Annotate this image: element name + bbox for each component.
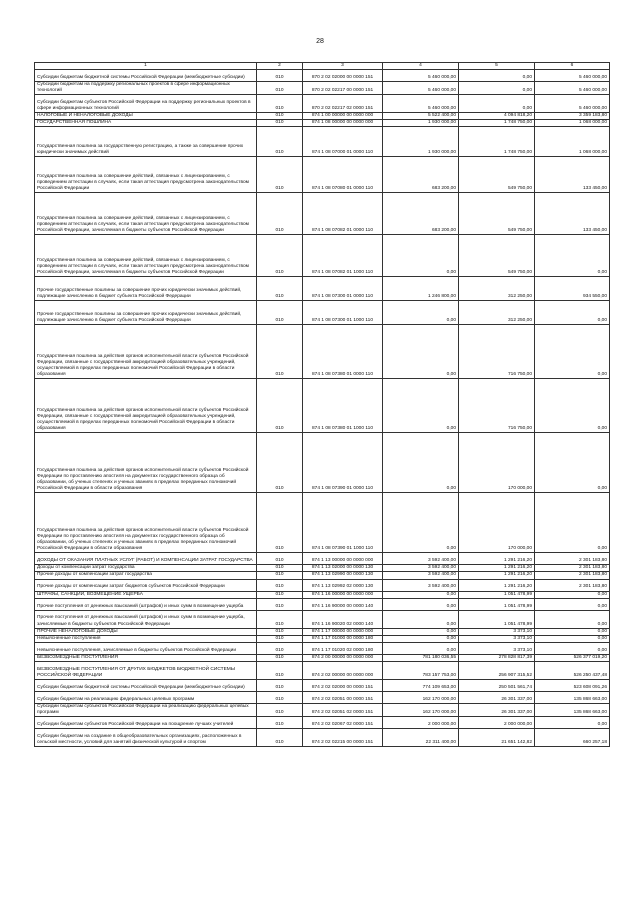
table-row — [35, 157, 610, 193]
row-code: 010 — [257, 553, 303, 565]
row-description: Субсидии бюджетам бюджетной системы Российской Федерации (межбюджетные субсидии) — [35, 679, 257, 691]
table-row — [35, 572, 610, 579]
row-remaining-amount: 0,00 — [535, 591, 610, 598]
table-row — [35, 565, 610, 572]
row-executed-amount: 26 301 337,00 — [459, 703, 535, 716]
row-remaining-amount: 5 460 000,00 — [535, 70, 610, 82]
row-executed-amount: 1 291 216,20 — [459, 553, 535, 565]
row-code: 010 — [257, 277, 303, 301]
row-classification-code: 874 1 08 07000 01 0000 110 — [303, 127, 383, 157]
row-classification-code: 874 2 02 02215 00 0000 151 — [303, 729, 383, 747]
row-classification-code: 870 2 02 02217 00 0000 151 — [303, 82, 383, 95]
row-approved-amount: 22 311 400,00 — [383, 729, 459, 747]
row-classification-code: 874 1 08 07390 01 0000 110 — [303, 433, 383, 493]
row-description: БЕЗВОЗМЕЗДНЫЕ ПОСТУПЛЕНИЯ — [35, 654, 257, 661]
budget-table — [34, 62, 610, 747]
row-remaining-amount: 0,00 — [535, 635, 610, 642]
row-code: 010 — [257, 325, 303, 379]
row-description: Невыясненные поступления, зачисляемые в бюджеты субъектов Российской Федерации — [35, 642, 257, 654]
row-classification-code: 870 2 02 02217 02 0000 151 — [303, 95, 383, 113]
row-code: 010 — [257, 729, 303, 747]
row-remaining-amount: 0,00 — [535, 325, 610, 379]
row-executed-amount: 312 250,00 — [459, 301, 535, 325]
row-code: 010 — [257, 579, 303, 591]
row-executed-amount: 1 748 750,00 — [459, 127, 535, 157]
row-description: Субсидии бюджетам субъектов Российской Федерации на поддержку региональных проектов в сфере информационных технологий — [35, 95, 257, 113]
row-classification-code: 870 2 02 02000 00 0000 151 — [303, 70, 383, 82]
column-header-1: 1 — [35, 63, 257, 70]
row-code: 010 — [257, 235, 303, 277]
row-remaining-amount: 0,00 — [535, 433, 610, 493]
table-row — [35, 598, 610, 610]
row-approved-amount: 3 592 400,00 — [383, 553, 459, 565]
row-code: 010 — [257, 95, 303, 113]
row-classification-code: 874 1 08 07380 01 1000 110 — [303, 379, 383, 433]
row-approved-amount: 1 930 000,00 — [383, 127, 459, 157]
row-description: Доходы от компенсации затрат государства — [35, 565, 257, 572]
row-code: 010 — [257, 379, 303, 433]
row-description: Прочие государственные пошлины за совершение прочих юридически значимых действий, подлежащие зачислению в бюджет субъекта Российской Федерации — [35, 301, 257, 325]
row-remaining-amount: 0,00 — [535, 642, 610, 654]
table-row — [35, 82, 610, 95]
row-remaining-amount: 5 460 000,00 — [535, 95, 610, 113]
row-code: 010 — [257, 493, 303, 553]
row-approved-amount: 0,00 — [383, 598, 459, 610]
row-description: Государственная пошлина за совершение действий, связанных с лицензированием, с проведением аттестации в случаях, если такая аттестация предусмотрена законодательством Российской Федерации, зачисляемая в бюджеты субъектов Российской Федерации — [35, 193, 257, 235]
row-classification-code: 874 1 00 00000 00 0000 000 — [303, 113, 383, 120]
table-row — [35, 628, 610, 635]
row-approved-amount: 3 592 400,00 — [383, 572, 459, 579]
table-row — [35, 70, 610, 82]
row-description: Субсидии бюджетам на создание в общеобразовательных организациях, расположенных в сельской местности, условий для занятий физической культурой и спортом — [35, 729, 257, 747]
row-executed-amount: 716 750,00 — [459, 379, 535, 433]
row-executed-amount: 1 051 478,99 — [459, 610, 535, 628]
table-row — [35, 433, 610, 493]
row-executed-amount: 312 250,00 — [459, 277, 535, 301]
row-executed-amount: 0,00 — [459, 82, 535, 95]
row-classification-code: 874 1 16 90000 00 0000 140 — [303, 598, 383, 610]
row-executed-amount: 21 651 142,82 — [459, 729, 535, 747]
row-remaining-amount: 133 450,00 — [535, 157, 610, 193]
row-classification-code: 874 2 02 02000 00 0000 151 — [303, 679, 383, 691]
row-remaining-amount: 526 377 019,20 — [535, 654, 610, 661]
row-executed-amount: 250 501 561,74 — [459, 679, 535, 691]
row-remaining-amount: 133 450,00 — [535, 193, 610, 235]
row-code: 010 — [257, 661, 303, 679]
row-remaining-amount: 0,00 — [535, 235, 610, 277]
row-remaining-amount: 934 550,00 — [535, 277, 610, 301]
table-row — [35, 301, 610, 325]
row-approved-amount: 5 460 000,00 — [383, 70, 459, 82]
table-row — [35, 277, 610, 301]
row-classification-code: 874 1 13 02992 02 0000 130 — [303, 579, 383, 591]
row-executed-amount: 1 291 216,20 — [459, 565, 535, 572]
row-remaining-amount: 2 301 183,80 — [535, 553, 610, 565]
row-classification-code: 874 1 13 02990 00 0000 130 — [303, 572, 383, 579]
row-code: 010 — [257, 565, 303, 572]
row-executed-amount: 3 373,10 — [459, 628, 535, 635]
row-classification-code: 874 1 17 01000 00 0000 180 — [303, 635, 383, 642]
row-classification-code: 874 1 16 00000 00 0000 000 — [303, 591, 383, 598]
table-row — [35, 493, 610, 553]
header-row — [35, 63, 610, 70]
row-executed-amount: 716 750,00 — [459, 325, 535, 379]
table-row — [35, 654, 610, 661]
row-code: 010 — [257, 113, 303, 120]
row-remaining-amount: 2 301 183,80 — [535, 579, 610, 591]
row-description: Субсидии бюджетам на реализацию федеральных целевых программ — [35, 691, 257, 703]
row-classification-code: 874 1 08 00000 00 0000 000 — [303, 120, 383, 127]
row-description: Государственная пошлина за совершение действий, связанных с лицензированием, с проведением аттестации в случаях, если такая аттестация предусмотрена законодательством Российской Федерации — [35, 157, 257, 193]
table-row — [35, 95, 610, 113]
row-approved-amount: 0,00 — [383, 591, 459, 598]
row-approved-amount: 0,00 — [383, 301, 459, 325]
row-description: ДОХОДЫ ОТ ОКАЗАНИЯ ПЛАТНЫХ УСЛУГ (РАБОТ) И КОМПЕНСАЦИИ ЗАТРАТ ГОСУДАРСТВА — [35, 553, 257, 565]
row-executed-amount: 1 748 750,00 — [459, 120, 535, 127]
row-classification-code: 874 1 08 07082 01 1000 110 — [303, 235, 383, 277]
row-executed-amount: 0,00 — [459, 70, 535, 82]
row-remaining-amount: 0,00 — [535, 301, 610, 325]
row-code: 010 — [257, 598, 303, 610]
row-classification-code: 874 1 08 07080 01 0000 110 — [303, 157, 383, 193]
row-description: ГОСУДАРСТВЕННАЯ ПОШЛИНА — [35, 120, 257, 127]
row-approved-amount: 0,00 — [383, 610, 459, 628]
row-description: Государственная пошлина за действия органов исполнительной власти субъектов Российской Федерации по проставлению апостиля на документах государственного образца об образовании, об ученых степенях и ученых званиях в пределах переданных полномочий Российской Федерации в области образования — [35, 493, 257, 553]
row-approved-amount: 1 246 800,00 — [383, 277, 459, 301]
row-approved-amount: 0,00 — [383, 379, 459, 433]
table-row — [35, 717, 610, 729]
row-code: 010 — [257, 591, 303, 598]
row-remaining-amount: 526 250 437,48 — [535, 661, 610, 679]
row-classification-code: 874 1 17 01020 02 0000 180 — [303, 642, 383, 654]
row-description: Государственная пошлина за действия органов исполнительной власти субъектов Российской Федерации, связанные с государственной аккредитацией образовательных учреждений, осуществляемой в пределах переданных полномочий Российской Федерации в области образования — [35, 379, 257, 433]
row-description: Прочие поступления от денежных взысканий (штрафов) и иных сумм в возмещение ущерба, зачисляемые в бюджеты субъектов Российской Федерации — [35, 610, 257, 628]
row-classification-code: 874 2 02 02051 02 0000 151 — [303, 703, 383, 716]
row-remaining-amount: 3 359 183,80 — [535, 113, 610, 120]
column-header-5: 5 — [459, 63, 535, 70]
row-code: 010 — [257, 572, 303, 579]
row-classification-code: 874 2 02 02067 02 0000 151 — [303, 717, 383, 729]
row-executed-amount: 3 373,10 — [459, 635, 535, 642]
row-approved-amount: 162 170 000,00 — [383, 703, 459, 716]
row-code: 010 — [257, 628, 303, 635]
row-approved-amount: 162 170 000,00 — [383, 691, 459, 703]
row-code: 010 — [257, 193, 303, 235]
row-approved-amount: 774 109 653,00 — [383, 679, 459, 691]
row-description: Субсидии бюджетам бюджетной системы Российской Федерации (межбюджетные субсидии) — [35, 70, 257, 82]
row-approved-amount: 0,00 — [383, 325, 459, 379]
row-code: 010 — [257, 703, 303, 716]
row-approved-amount: 0,00 — [383, 635, 459, 642]
table-row — [35, 661, 610, 679]
row-code: 010 — [257, 301, 303, 325]
row-approved-amount: 3 592 400,00 — [383, 579, 459, 591]
row-description: Субсидии бюджетам субъектов Российской Федерации на поощрение лучших учителей — [35, 717, 257, 729]
row-approved-amount: 783 157 753,00 — [383, 661, 459, 679]
row-executed-amount: 0,00 — [459, 95, 535, 113]
row-remaining-amount: 523 608 091,26 — [535, 679, 610, 691]
row-description: Прочие доходы от компенсации затрат государства — [35, 572, 257, 579]
table-row — [35, 325, 610, 379]
row-remaining-amount: 2 301 183,80 — [535, 565, 610, 572]
row-code: 010 — [257, 635, 303, 642]
row-executed-amount: 1 291 216,20 — [459, 572, 535, 579]
row-remaining-amount: 1 068 000,00 — [535, 127, 610, 157]
row-remaining-amount: 0,00 — [535, 598, 610, 610]
row-executed-amount: 3 373,10 — [459, 642, 535, 654]
row-classification-code: 874 2 00 00000 00 0000 000 — [303, 654, 383, 661]
row-approved-amount: 5 460 000,00 — [383, 82, 459, 95]
row-description: Государственная пошлина за действия органов исполнительной власти субъектов Российской Федерации, связанные с государственной аккредитацией образовательных учреждений, осуществляемой в пределах переданных полномочий Российской Федерации в области образования — [35, 325, 257, 379]
row-description: ПРОЧИЕ НЕНАЛОГОВЫЕ ДОХОДЫ — [35, 628, 257, 635]
row-description: БЕЗВОЗМЕЗДНЫЕ ПОСТУПЛЕНИЯ ОТ ДРУГИХ БЮДЖЕТОВ БЮДЖЕТНОЙ СИСТЕМЫ РОССИЙСКОЙ ФЕДЕРАЦИИ — [35, 661, 257, 679]
row-approved-amount: 683 200,00 — [383, 193, 459, 235]
table-row — [35, 679, 610, 691]
row-executed-amount: 1 051 478,99 — [459, 591, 535, 598]
row-executed-amount: 2 000 000,00 — [459, 717, 535, 729]
row-classification-code: 874 2 02 00000 00 0000 000 — [303, 661, 383, 679]
row-code: 010 — [257, 717, 303, 729]
row-remaining-amount: 0,00 — [535, 628, 610, 635]
row-approved-amount: 0,00 — [383, 628, 459, 635]
row-classification-code: 874 2 02 02051 00 0000 151 — [303, 691, 383, 703]
row-executed-amount: 278 828 817,39 — [459, 654, 535, 661]
row-classification-code: 874 1 08 07300 01 0000 110 — [303, 277, 383, 301]
row-remaining-amount: 0,00 — [535, 379, 610, 433]
row-description: Государственная пошлина за государственную регистрацию, а также за совершение прочих юридически значимых действий — [35, 127, 257, 157]
row-executed-amount: 549 750,00 — [459, 235, 535, 277]
table-row — [35, 610, 610, 628]
row-remaining-amount: 0,00 — [535, 493, 610, 553]
row-executed-amount: 1 291 216,20 — [459, 579, 535, 591]
row-code: 010 — [257, 642, 303, 654]
row-approved-amount: 2 000 000,00 — [383, 717, 459, 729]
row-approved-amount: 1 930 000,00 — [383, 120, 459, 127]
row-approved-amount: 0,00 — [383, 433, 459, 493]
row-description: НАЛОГОВЫЕ И НЕНАЛОГОВЫЕ ДОХОДЫ — [35, 113, 257, 120]
row-description: Субсидии бюджетам субъектов Российской Федерации на реализацию федеральных целевых программ — [35, 703, 257, 716]
table-body — [35, 70, 610, 747]
row-executed-amount: 549 750,00 — [459, 157, 535, 193]
row-code: 010 — [257, 433, 303, 493]
table-row — [35, 729, 610, 747]
table-row — [35, 379, 610, 433]
row-classification-code: 874 1 13 02000 00 0000 130 — [303, 565, 383, 572]
row-code: 010 — [257, 127, 303, 157]
row-classification-code: 874 1 17 00000 00 0000 000 — [303, 628, 383, 635]
row-executed-amount: 256 907 315,52 — [459, 661, 535, 679]
row-executed-amount: 549 750,00 — [459, 193, 535, 235]
row-approved-amount: 781 180 036,55 — [383, 654, 459, 661]
table-row — [35, 642, 610, 654]
column-header-2: 2 — [257, 63, 303, 70]
row-executed-amount: 170 000,00 — [459, 433, 535, 493]
row-approved-amount: 5 522 400,00 — [383, 113, 459, 120]
row-approved-amount: 3 592 400,00 — [383, 565, 459, 572]
row-classification-code: 874 1 08 07300 01 1000 110 — [303, 301, 383, 325]
row-remaining-amount: 660 257,18 — [535, 729, 610, 747]
row-executed-amount: 1 051 478,99 — [459, 598, 535, 610]
table-row — [35, 703, 610, 716]
column-header-4: 4 — [383, 63, 459, 70]
row-code: 010 — [257, 679, 303, 691]
row-executed-amount: 170 000,00 — [459, 493, 535, 553]
row-description: Прочие государственные пошлины за совершение прочих юридически значимых действий, подлежащие зачислению в бюджет субъекта Российской Федерации — [35, 277, 257, 301]
page-number: 28 — [316, 38, 324, 45]
row-classification-code: 874 1 08 07380 01 0000 110 — [303, 325, 383, 379]
column-header-6: 6 — [535, 63, 610, 70]
row-classification-code: 874 1 13 00000 00 0000 000 — [303, 553, 383, 565]
row-remaining-amount: 135 868 663,00 — [535, 703, 610, 716]
table-header — [35, 63, 610, 70]
table-row — [35, 553, 610, 565]
row-approved-amount: 0,00 — [383, 642, 459, 654]
table-row — [35, 579, 610, 591]
row-description: Государственная пошлина за действия органов исполнительной власти субъектов Российской Федерации по проставлению апостиля на документах государственного образца об образовании, об ученых степенях и ученых званиях в пределах переданных полномочий Российской Федерации в области образования — [35, 433, 257, 493]
row-remaining-amount: 0,00 — [535, 717, 610, 729]
row-approved-amount: 0,00 — [383, 235, 459, 277]
row-description: Прочие доходы от компенсации затрат бюджетов субъектов Российской Федерации — [35, 579, 257, 591]
row-remaining-amount: 1 068 000,00 — [535, 120, 610, 127]
row-description: Субсидии бюджетам на поддержку региональных проектов в сфере информационных технологий — [35, 82, 257, 95]
row-description: Государственная пошлина за совершение действий, связанных с лицензированием, с проведением аттестации в случаях, если такая аттестация предусмотрена законодательством Российской Федерации, зачисляемая в бюджеты субъектов Российской Федерации — [35, 235, 257, 277]
row-remaining-amount: 135 868 663,00 — [535, 691, 610, 703]
row-classification-code: 874 1 16 90020 02 0000 140 — [303, 610, 383, 628]
table-row — [35, 635, 610, 642]
row-code: 010 — [257, 120, 303, 127]
table-row — [35, 127, 610, 157]
row-code: 010 — [257, 157, 303, 193]
row-code: 010 — [257, 70, 303, 82]
row-executed-amount: 26 301 337,00 — [459, 691, 535, 703]
row-code: 010 — [257, 610, 303, 628]
row-remaining-amount: 0,00 — [535, 610, 610, 628]
table-row — [35, 591, 610, 598]
row-code: 010 — [257, 691, 303, 703]
row-description: Невыясненные поступления — [35, 635, 257, 642]
table-row — [35, 691, 610, 703]
table-row — [35, 193, 610, 235]
table-row — [35, 235, 610, 277]
row-approved-amount: 0,00 — [383, 493, 459, 553]
table-row — [35, 113, 610, 120]
row-executed-amount: 4 094 818,20 — [459, 113, 535, 120]
row-approved-amount: 683 200,00 — [383, 157, 459, 193]
row-remaining-amount: 5 460 000,00 — [535, 82, 610, 95]
row-description: Прочие поступления от денежных взысканий (штрафов) и иных сумм в возмещение ущерба — [35, 598, 257, 610]
row-classification-code: 874 1 08 07390 01 1000 110 — [303, 493, 383, 553]
row-remaining-amount: 2 301 183,80 — [535, 572, 610, 579]
table-row — [35, 120, 610, 127]
row-code: 010 — [257, 82, 303, 95]
row-code: 010 — [257, 654, 303, 661]
row-approved-amount: 5 460 000,00 — [383, 95, 459, 113]
row-classification-code: 874 1 08 07082 01 0000 110 — [303, 193, 383, 235]
row-description: ШТРАФЫ, САНКЦИИ, ВОЗМЕЩЕНИЕ УЩЕРБА — [35, 591, 257, 598]
column-header-3: 3 — [303, 63, 383, 70]
